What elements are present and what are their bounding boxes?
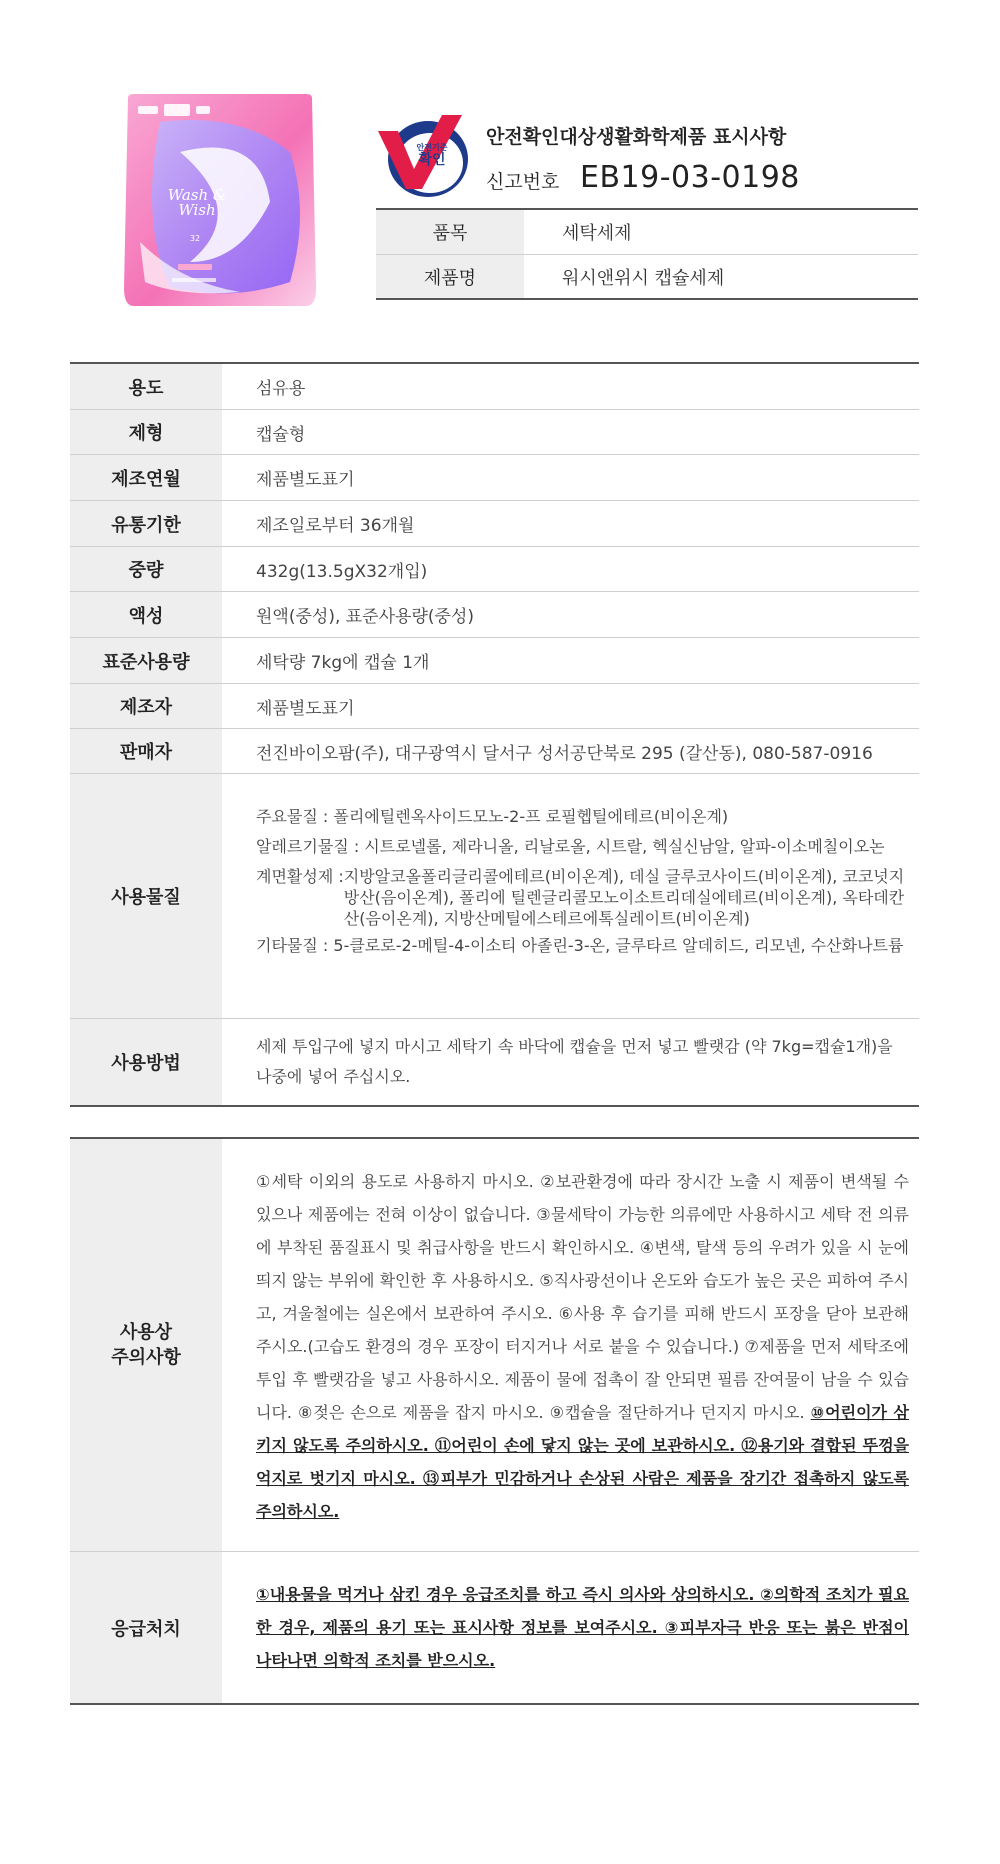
materials-content [222,774,919,1018]
registration-label: 신고번호 [486,171,560,193]
product-brand: Wash & Wish [167,186,227,219]
row-value: 세탁세제 [562,223,632,244]
table-row [70,500,919,546]
registration-number: EB19-03-0198 [580,160,800,195]
product-summary-table [376,208,918,300]
row-label: 응급처치 [70,1552,222,1703]
caution-label-line2: 주의사항 [111,1347,181,1368]
row-label: 제품명 [376,255,524,298]
emergency-text [222,1552,919,1703]
table-row [376,210,918,254]
table-row [70,364,919,409]
row-value: 캡슐형 [256,424,306,445]
row-label: 제형 [70,410,222,454]
emergency-paragraph: ①내용물을 먹거나 삼킨 경우 응급조치를 하고 즉시 의사와 상의하시오. ②의학적 조치가 필요한 경우, 제품의 용기 또는 표시사항 정보를 보여주시오. ③피부자극 반응 또는 붉은 반점이 나타나면 의학적 조치를 받으시오. [256,1585,909,1670]
row-label: 중량 [70,547,222,591]
row-label: 유통기한 [70,501,222,546]
row-label: 표준사용량 [70,638,222,683]
table-row-caution [70,1139,919,1551]
table-row [70,637,919,683]
table-row [70,454,919,500]
allergen-substance: 알레르기물질 : 시트로넬롤, 제라니올, 리날로올, 시트랄, 헥실신남알, 알파-이소메칠이오논 [256,837,885,856]
caution-paragraph [256,1165,909,1528]
row-label: 판매자 [70,729,222,773]
table-row [70,546,919,591]
row-value: 제품별도표기 [256,698,355,719]
table-row [70,409,919,454]
row-value: 제조일로부터 36개월 [256,516,415,536]
row-label: 사용물질 [70,774,222,1018]
caution-text-plain: ①세탁 이외의 용도로 사용하지 마시오. ②보관환경에 따라 장시간 노출 시 제품이 변색될 수 있으나 제품에는 전혀 이상이 없습니다. ③물세탁이 가능한 의류에만 사용하시고 세탁 전 의류에 부착된 품질표시 및 취급사항을 반드시 확인하시오. ④변색, 탈색 등의 우려가 있을 시 눈에 띄지 않는 부위에 확인한 후 사용하시오. ⑤직사광선이나 온도와 습도가 높은 곳은 피하여 주시고, 겨울철에는 실온에서 보관하여 주시오. ⑥사용 후 습기를 피해 반드시 포장을 닫아 보관해 주시오.(고습도 환경의 경우 포장이 터지거나 서로 붙을 수 있습니다.) ⑦제품을 먼저 세탁조에 투입 후 빨랫감을 넣고 사용하시오. 제품이 물에 접촉이 잘 안되면 필름 잔여물이 남을 수 있습니다. ⑧젖은 손으로 제품을 잡지 마시오. ⑨캡슐을 절단하거나 던지지 마시오. [256,1171,909,1422]
row-value: 원액(중성), 표준사용량(중성) [256,607,474,627]
table-row [70,591,919,637]
caution-table [70,1137,919,1705]
row-value: 섬유용 [256,379,306,399]
surfactant-substance: 지방알코올폴리글리콜에테르(비이온계), 데실 글루코사이드(비이온계), 코코넛지방산(음이온계), 폴리에 틸렌글리콜모노이소트리데실에테르(비이온계), 옥타데칸산(음이온계), 지방산메틸에스테르에톡실레이트(비이온계) [343,867,905,928]
page-title: 안전확인대상생활화학제품 표시사항 [486,126,787,148]
safety-mark-small-text: 안전기준 [416,143,448,152]
caution-label-line1: 사용상 [119,1322,173,1343]
row-value: 세탁량 7kg에 캡슐 1개 [256,653,430,673]
row-value: 제품별도표기 [256,470,355,490]
surfactant-block [256,862,911,929]
surfactant-label: 계면활성제 : [256,867,344,886]
table-row [70,683,919,728]
row-label: 용도 [70,364,222,409]
table-row-emergency [70,1551,919,1703]
method-text: 세제 투입구에 넣지 마시고 세탁기 속 바닥에 캡슐을 먼저 넣고 빨랫감 (약 7kg=캡슐1개)을 나중에 넣어 주십시오. [256,1037,893,1086]
row-label: 액성 [70,592,222,637]
table-row-materials [70,773,919,1018]
product-image [120,92,320,310]
row-label: 품목 [376,210,524,254]
safety-mark-label [400,143,464,168]
other-substance: 기타물질 : 5-클로로-2-메틸-4-이소티 아졸린-3-온, 글루타르 알데히드, 리모넨, 수산화나트륨 [256,936,904,955]
row-label: 사용방법 [70,1019,222,1105]
table-row-method [70,1018,919,1105]
row-label [70,1139,222,1551]
safety-mark-big-text: 확인 [418,152,446,168]
caution-text-underlined: ⑩어린이가 삼키지 않도록 주의하시오. ⑪어린이 손에 닿지 않는 곳에 보관하시오. ⑫용기와 결합된 뚜껑을 억지로 벗기지 마시오. ⑬피부가 민감하거나 손상된 사람은 제품을 장기간 접촉하지 않도록 주의하시오. [256,1402,910,1521]
product-details-table [70,362,919,1107]
product-count: 32 [189,234,201,243]
caution-text [222,1139,919,1551]
row-value: 전진바이오팜(주), 대구광역시 달서구 성서공단북로 295 (갈산동), 080-587-0916 [256,743,873,764]
row-label: 제조자 [70,684,222,728]
table-row [70,728,919,773]
main-substance: 주요물질 : 폴리에틸렌옥사이드모노-2-프 로필헵틸에테르(비이온계) [256,807,729,826]
row-label: 제조연월 [70,455,222,500]
table-row [376,254,918,298]
row-value: 432g(13.5gX32개입) [256,561,428,582]
row-value: 워시앤위시 캡슐세제 [562,267,725,289]
